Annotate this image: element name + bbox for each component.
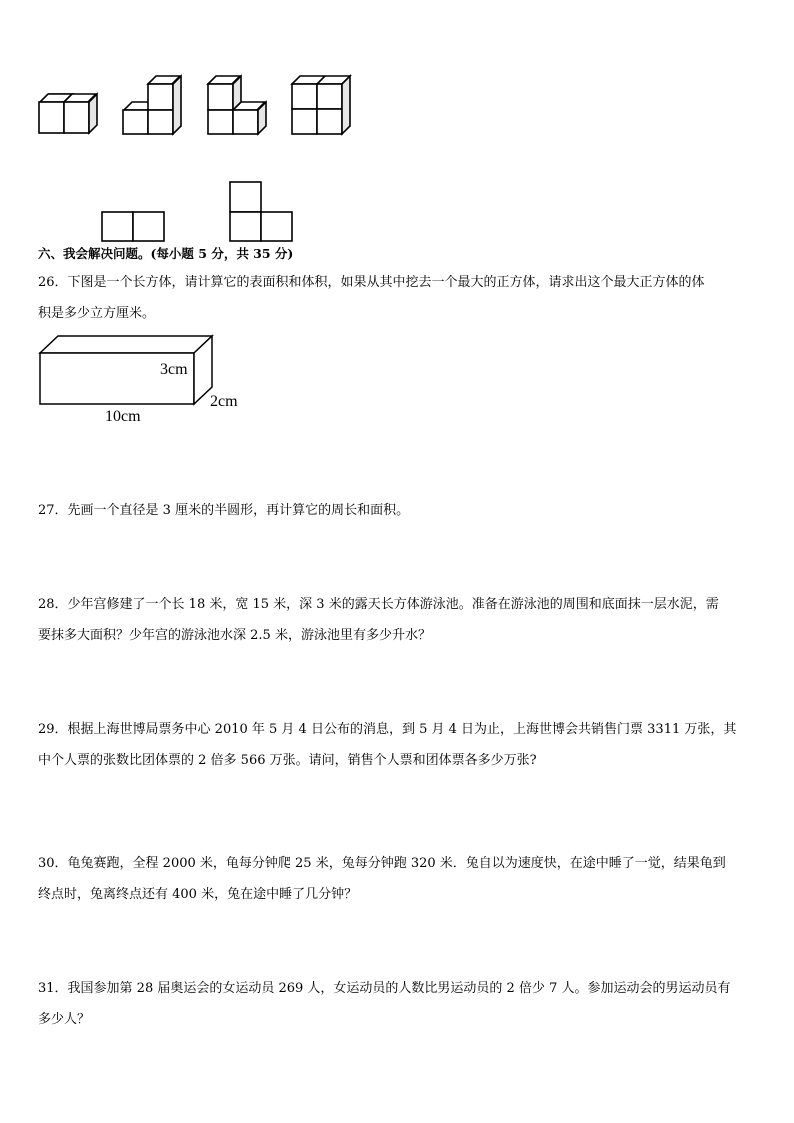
question-31-line-2: 多少人？ (38, 1012, 91, 1027)
question-28-line-1: 28．少年宫修建了一个长 18 米，宽 15 米，深 3 米的露天长方体游泳池。准备在游泳池的周围和底面抹一层水泥，需 (38, 597, 719, 612)
cube-figure-1 (39, 94, 97, 133)
cuboid-figure (30, 328, 260, 428)
cube-figures (0, 0, 794, 250)
question-30-line-2: 终点时，兔离终点还有 400 米，兔在途中睡了几分钟？ (38, 887, 358, 902)
view-figure-1 (102, 212, 164, 241)
depth-label: 2cm (210, 393, 238, 410)
cube-figure-4 (292, 76, 350, 134)
question-29-line-1: 29．根据上海世博局票务中心 2010 年 5 月 4 日公布的消息，到 5 月 4 日为止，上海世博会共销售门票 3311 万张，其 (38, 722, 737, 737)
height-label: 3cm (160, 361, 188, 378)
question-26-line-1: 26．下图是一个长方体，请计算它的表面积和体积，如果从其中挖去一个最大的正方体，请求出这个最大正方体的体 (38, 275, 705, 290)
length-label: 10cm (105, 408, 141, 425)
cube-figure-2 (123, 76, 181, 134)
cube-figure-3 (208, 76, 266, 134)
view-figure-2 (230, 182, 292, 241)
question-30-line-1: 30．龟兔赛跑，全程 2000 米，龟每分钟爬 25 米，兔每分钟跑 320 米．兔自以为速度快，在途中睡了一觉，结果龟到 (38, 856, 726, 871)
question-31-line-1: 31．我国参加第 28 届奥运会的女运动员 269 人，女运动员的人数比男运动员的 2 倍少 7 人。参加运动会的男运动员有 (38, 981, 731, 996)
question-27-line-1: 27．先画一个直径是 3 厘米的半圆形，再计算它的周长和面积。 (38, 503, 410, 518)
question-29-line-2: 中个人票的张数比团体票的 2 倍多 566 万张。请问，销售个人票和团体票各多少万张? (38, 753, 537, 768)
question-28-line-2: 要抹多大面积？少年宫的游泳池水深 2.5 米，游泳池里有多少升水？ (38, 628, 431, 643)
question-26-line-2: 积是多少立方厘米。 (38, 306, 156, 321)
section-title: 六、我会解决问题。(每小题 5 分，共 35 分) (38, 246, 294, 261)
